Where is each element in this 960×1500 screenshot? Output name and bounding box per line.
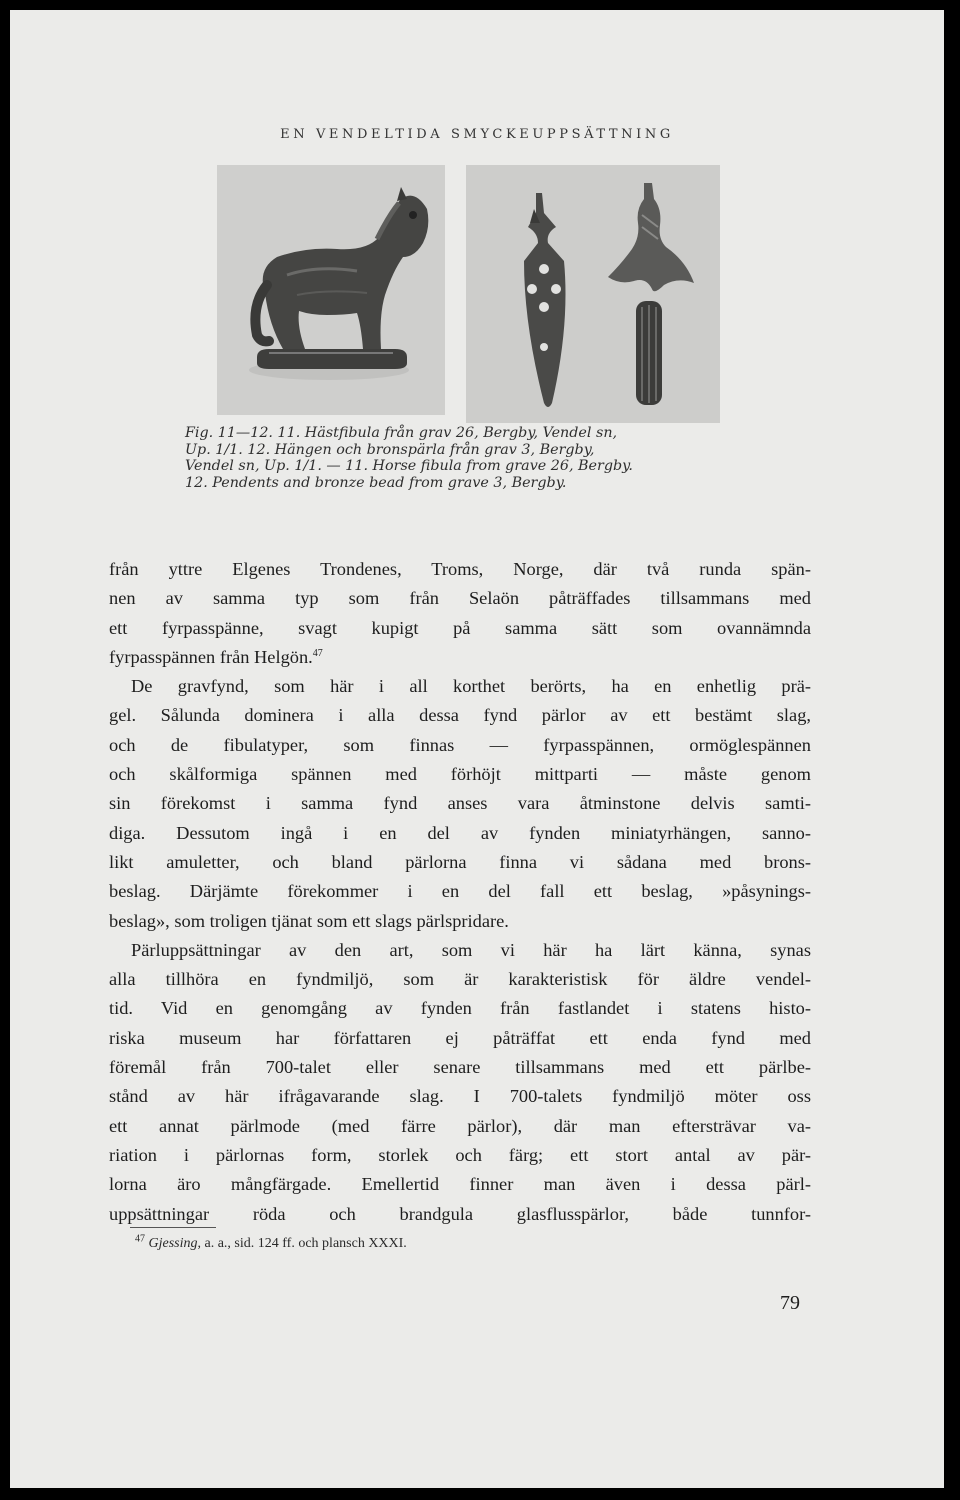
footnote-author: Gjessing [148,1236,198,1251]
body-line: Pärluppsättningar av den art, som vi här ha lärt känna, synas [131,939,811,960]
body-line: riation i pärlornas form, storlek och färg; ett stort antal av pär- [109,1144,811,1165]
body-line: föremål från 700-talet eller senare tillsammans med ett pärlbe- [109,1057,811,1078]
body-line: och skålformiga spännen med förhöjt mittparti — måste genom [109,764,811,785]
body-line: gel. Sålunda dominera i alla dessa fynd pärlor av ett bestämt slag, [109,705,811,726]
figure-caption [185,425,745,491]
figure-11-horse-fibula [217,165,445,415]
body-line: ett fyrpasspänne, svagt kupigt på samma sätt som ovannämnda [109,617,811,638]
caption-line: 12. Pendents and bronze bead from grave 3, Bergby. [185,474,567,491]
caption-line: Up. 1/1. 12. Hängen och bronspärla från grav 3, Bergby, [185,441,595,458]
caption-line: Fig. 11—12. 11. Hästfibula från grav 26, Bergby, Vendel sn, [185,425,618,441]
body-line: alla tillhöra en fyndmiljö, som är karakteristisk för äldre vendel- [109,969,811,990]
body-line: och de fibulatyper, som finnas — fyrpasspännen, ormöglespännen [109,734,811,755]
caption-line: Vendel sn, Up. 1/1. — 11. Horse fibula from grave 26, Bergby. [185,458,633,475]
body-line: nen av samma typ som från Selaön påträffades tillsammans med [109,588,811,609]
book-page [10,10,944,1488]
body-line: beslag», som troligen tjänat som ett slags pärlspridare. [109,910,509,931]
footnote-marker: 47 [135,1233,145,1245]
horse-fibula-illustration [217,165,445,415]
body-line-text: fyrpasspännen från Helgön. [109,646,313,667]
body-line: sin förekomst i samma fynd anses vara åtminstone delvis samti- [109,793,811,814]
footnote-reference: 47 [312,647,323,659]
body-line: tid. Vid en genomgång av fynden från fastlandet i statens histo- [109,998,811,1019]
body-line: riska museum har författaren ej påträffat ett enda fynd med [109,1027,811,1048]
body-line: beslag. Därjämte förekommer i en del fall ett beslag, »påsynings- [109,881,811,902]
body-line: ett annat pärlmode (med färre pärlor), där man eftersträvar va- [109,1115,811,1136]
page-number: 79 [780,1292,800,1314]
body-line: stånd av här ifrågavarande slag. I 700-talets fyndmiljö möter oss [109,1086,811,1107]
footnote-divider [130,1227,216,1228]
body-line: uppsättningar röda och brandgula glasflusspärlor, både tunnfor- [109,1203,811,1224]
body-line: diga. Dessutom ingå i en del av fynden miniatyrhängen, sanno- [109,822,811,843]
body-text [109,555,811,1229]
body-line: De gravfynd, som här i all korthet berörts, ha en enhetlig prä- [131,676,811,697]
body-line: från yttre Elgenes Trondenes, Troms, Norge, där två runda spän- [109,559,811,579]
figure-12-pendants-and-bead [466,165,720,423]
body-line: lorna äro mångfärgade. Emellertid finner man även i dessa pärl- [109,1174,811,1195]
pendants-and-bead-illustration [466,165,720,423]
footnote [135,1233,407,1252]
body-line: likt amuletter, och bland pärlorna finna vi sådana med brons- [109,851,811,872]
footnote-citation: , a. a., sid. 124 ff. och plansch XXXI. [197,1236,407,1251]
body-line [109,643,811,672]
running-head: EN VENDELTIDA SMYCKEUPPSÄTTNING [280,127,674,142]
